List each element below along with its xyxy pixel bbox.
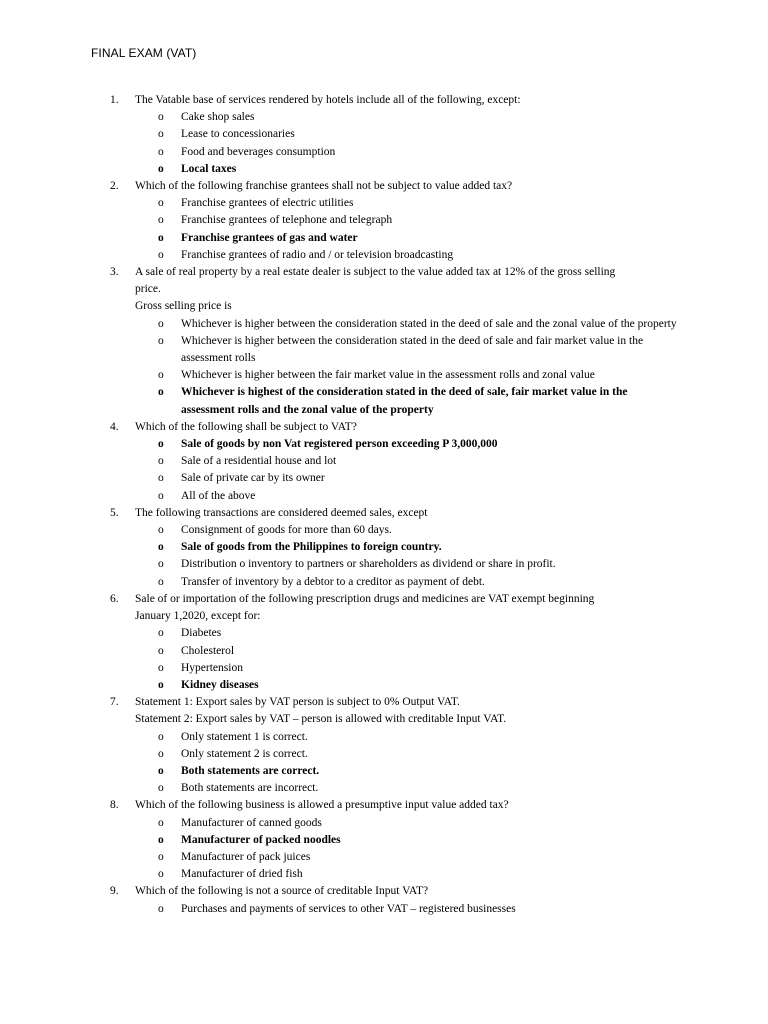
option-item [0, 556, 768, 573]
question-text [135, 694, 680, 728]
bullet-icon: o [158, 386, 164, 399]
question-text [135, 419, 680, 436]
question-line: A sale of real property by a real estate dealer is subject to the value added tax at 12% of the gross selling [135, 266, 616, 279]
question-number: 6. [110, 592, 119, 605]
question-item [0, 694, 768, 728]
option-text: Franchise grantees of radio and / or television broadcasting [181, 248, 454, 261]
bullet-icon: o [158, 162, 164, 175]
option-item-answer [0, 677, 768, 694]
option-text: Purchases and payments of services to other VAT – registered businesses [181, 902, 516, 915]
question-number: 4. [110, 420, 119, 433]
option-item [0, 660, 768, 677]
question-text [135, 797, 680, 814]
bullet-icon: o [158, 644, 164, 657]
bullet-icon: o [158, 850, 164, 863]
question-list [0, 92, 768, 918]
bullet-icon: o [158, 833, 164, 846]
question-number: 8. [110, 799, 119, 812]
bullet-icon: o [158, 816, 164, 829]
bullet-icon: o [158, 627, 164, 640]
bullet-icon: o [158, 455, 164, 468]
bullet-icon: o [158, 541, 164, 554]
bullet-icon: o [158, 438, 164, 451]
question-line: Gross selling price is [135, 300, 232, 313]
bullet-icon: o [158, 111, 164, 124]
option-item-answer [0, 763, 768, 780]
question-line: Statement 2: Export sales by VAT – person is allowed with creditable Input VAT. [135, 713, 507, 726]
option-text: Cholesterol [181, 644, 235, 657]
option-text: Manufacturer of packed noodles [181, 833, 341, 846]
option-item [0, 144, 768, 161]
option-text: Lease to concessionaries [181, 128, 295, 141]
option-text: Whichever is higher between the consideration stated in the deed of sale and fair market value in the assessment rolls [181, 334, 644, 365]
question-line: The Vatable base of services rendered by hotels include all of the following, except: [135, 94, 521, 106]
option-text: Manufacturer of dried fish [181, 868, 303, 881]
option-text: Food and beverages consumption [181, 145, 336, 158]
option-item [0, 866, 768, 883]
option-item [0, 729, 768, 746]
option-text: Franchise grantees of telephone and telegraph [181, 214, 393, 227]
option-item [0, 746, 768, 763]
question-number: 1. [110, 94, 119, 106]
option-item-answer [0, 539, 768, 556]
option-item [0, 643, 768, 660]
question-item [0, 419, 768, 436]
option-text: Hypertension [181, 661, 243, 674]
option-item [0, 126, 768, 143]
option-text: Only statement 1 is correct. [181, 730, 308, 743]
question-item [0, 505, 768, 522]
option-item [0, 488, 768, 505]
option-text: Transfer of inventory by a debtor to a creditor as payment of debt. [181, 575, 485, 588]
bullet-icon: o [158, 334, 164, 347]
question-item [0, 883, 768, 900]
question-line: Sale of or importation of the following prescription drugs and medicines are VAT exempt beginning [135, 592, 595, 605]
option-item-answer [0, 384, 768, 418]
option-text: Sale of goods from the Philippines to foreign country. [181, 541, 442, 554]
question-number: 9. [110, 885, 119, 898]
option-item [0, 109, 768, 126]
question-text [135, 264, 680, 316]
bullet-icon: o [158, 868, 164, 881]
option-text: Franchise grantees of electric utilities [181, 197, 354, 210]
option-item [0, 780, 768, 797]
option-item-answer [0, 436, 768, 453]
option-item [0, 195, 768, 212]
bullet-icon: o [158, 575, 164, 588]
option-item-answer [0, 230, 768, 247]
option-item [0, 316, 768, 333]
option-item-answer [0, 832, 768, 849]
option-text: Manufacturer of pack juices [181, 850, 311, 863]
question-number: 3. [110, 266, 119, 279]
option-text: All of the above [181, 489, 256, 502]
bullet-icon: o [158, 317, 164, 330]
bullet-icon: o [158, 145, 164, 158]
option-item [0, 212, 768, 229]
option-text: Sale of goods by non Vat registered person exceeding P 3,000,000 [181, 438, 498, 451]
bullet-icon: o [158, 782, 164, 795]
option-item [0, 522, 768, 539]
bullet-icon: o [158, 369, 164, 382]
bullet-icon: o [158, 231, 164, 244]
bullet-icon: o [158, 764, 164, 777]
option-text: Whichever is highest of the consideration stated in the deed of sale, fair market value in the assessment rolls and the zonal value of the property [181, 386, 628, 416]
option-text: Both statements are incorrect. [181, 782, 319, 795]
option-item [0, 470, 768, 487]
page-title: FINAL EXAM (VAT) [91, 46, 197, 60]
bullet-icon: o [158, 214, 164, 227]
option-text: Sale of private car by its owner [181, 472, 325, 485]
question-text [135, 505, 680, 522]
bullet-icon: o [158, 747, 164, 760]
question-text [135, 591, 680, 625]
question-item [0, 178, 768, 195]
question-line: Which of the following business is allowed a presumptive input value added tax? [135, 799, 509, 812]
option-text: Diabetes [181, 627, 222, 640]
option-item-answer [0, 161, 768, 178]
option-text: Consignment of goods for more than 60 days. [181, 524, 392, 537]
option-item [0, 333, 768, 367]
question-line: The following transactions are considered deemed sales, except [135, 506, 428, 519]
option-item [0, 574, 768, 591]
bullet-icon: o [158, 902, 164, 915]
bullet-icon: o [158, 248, 164, 261]
question-line: Statement 1: Export sales by VAT person is subject to 0% Output VAT. [135, 696, 460, 709]
question-line: January 1,2020, except for: [135, 610, 261, 623]
option-text: Local taxes [181, 162, 237, 175]
question-line: Which of the following shall be subject to VAT? [135, 420, 357, 433]
question-number: 5. [110, 506, 119, 519]
question-item [0, 264, 768, 316]
question-line: Which of the following is not a source of creditable Input VAT? [135, 885, 429, 898]
bullet-icon: o [158, 661, 164, 674]
option-text: Kidney diseases [181, 678, 259, 691]
bullet-icon: o [158, 128, 164, 141]
question-number: 7. [110, 696, 119, 709]
bullet-icon: o [158, 489, 164, 502]
bullet-icon: o [158, 558, 164, 571]
option-item [0, 247, 768, 264]
option-item [0, 815, 768, 832]
question-number: 2. [110, 180, 119, 193]
bullet-icon: o [158, 730, 164, 743]
option-text: Only statement 2 is correct. [181, 747, 308, 760]
option-item [0, 849, 768, 866]
option-text: Distribution o inventory to partners or shareholders as dividend or share in profit. [181, 558, 556, 571]
question-text [135, 883, 680, 900]
question-text [135, 178, 680, 195]
option-item [0, 625, 768, 642]
option-item [0, 901, 768, 918]
question-item [0, 797, 768, 814]
option-text: Sale of a residential house and lot [181, 455, 337, 468]
option-text: Cake shop sales [181, 111, 255, 124]
question-line: Which of the following franchise grantees shall not be subject to value added tax? [135, 180, 513, 193]
option-text: Both statements are correct. [181, 764, 320, 777]
question-item [0, 92, 768, 109]
option-item [0, 367, 768, 384]
bullet-icon: o [158, 472, 164, 485]
option-text: Franchise grantees of gas and water [181, 231, 358, 244]
question-item [0, 591, 768, 625]
option-text: Whichever is higher between the consideration stated in the deed of sale and the zonal value of the property [181, 317, 677, 330]
bullet-icon: o [158, 524, 164, 537]
option-item [0, 453, 768, 470]
option-text: Manufacturer of canned goods [181, 816, 322, 829]
option-text: Whichever is higher between the fair market value in the assessment rolls and zonal value [181, 369, 595, 382]
bullet-icon: o [158, 197, 164, 210]
question-line: price. [135, 283, 161, 296]
bullet-icon: o [158, 678, 164, 691]
question-text [135, 92, 680, 109]
